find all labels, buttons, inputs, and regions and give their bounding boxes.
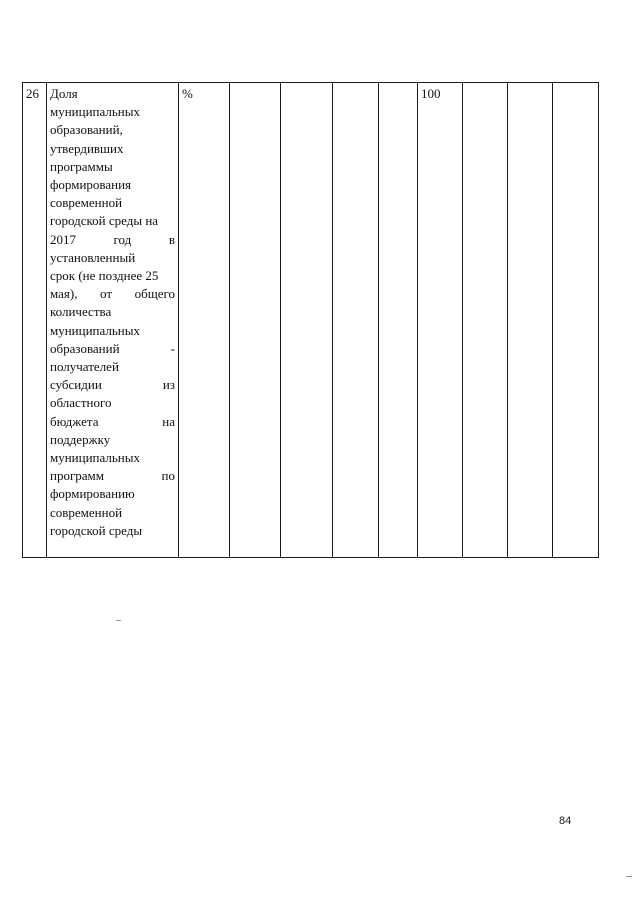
indicator-word: - xyxy=(170,340,175,356)
indicator-line xyxy=(50,212,175,230)
indicator-line xyxy=(50,504,175,522)
indicator-word: областного xyxy=(50,395,112,411)
indicator-line xyxy=(50,431,175,449)
value-cell-6 xyxy=(463,83,508,558)
scan-speck xyxy=(116,620,121,621)
indicator-line xyxy=(50,394,175,412)
indicator-word: поддержку xyxy=(50,431,111,447)
indicator-line xyxy=(50,522,175,540)
value-cell-7 xyxy=(508,83,553,558)
indicator-word: Доля xyxy=(50,86,78,101)
indicator-word: муниципальных xyxy=(50,322,141,338)
indicator-word: в xyxy=(168,231,175,247)
row-number-cell xyxy=(23,83,47,558)
unit-cell xyxy=(179,83,230,558)
indicator-word: общего xyxy=(134,286,175,302)
indicator-word: от xyxy=(100,286,113,302)
indicator-word: формированию xyxy=(50,486,135,502)
indicator-line xyxy=(50,194,175,212)
value-cell-1 xyxy=(230,83,281,558)
indicator-word: городской среды на xyxy=(50,213,159,229)
indicator-word: получателей xyxy=(50,359,119,375)
indicator-word: 2017 xyxy=(50,231,76,247)
indicator-word: программы xyxy=(50,158,113,174)
table-row xyxy=(23,83,599,558)
indicator-word: образований xyxy=(50,340,120,356)
indicator-word: утвердивших xyxy=(50,140,124,156)
indicator-word: из xyxy=(162,377,175,393)
value-cell-5 xyxy=(418,83,463,558)
indicator-word: мая), xyxy=(50,286,78,302)
indicator-word: муниципальных xyxy=(50,104,141,120)
indicator-line xyxy=(50,121,175,139)
indicator-line xyxy=(50,303,175,321)
indicator-word: образований, xyxy=(50,122,123,138)
indicator-word: муниципальных xyxy=(50,450,141,466)
indicator-line xyxy=(50,267,175,285)
indicator-line xyxy=(50,158,175,176)
indicator-line xyxy=(50,231,175,249)
row-number: 26 xyxy=(26,86,39,101)
value-cell-8 xyxy=(553,83,599,558)
indicator-word: по xyxy=(161,468,175,484)
value-text: 100 xyxy=(421,86,441,101)
indicator-line xyxy=(50,358,175,376)
indicator-name-cell xyxy=(47,83,179,558)
indicator-line xyxy=(50,340,175,358)
indicator-line xyxy=(50,376,175,394)
indicator-word: субсидии xyxy=(50,377,102,393)
value-cell-2 xyxy=(281,83,333,558)
value-cell-4 xyxy=(379,83,418,558)
indicator-word: на xyxy=(162,413,175,429)
indicator-line xyxy=(50,103,175,121)
indicator-name xyxy=(50,85,175,540)
indicator-word: программ xyxy=(50,468,105,484)
indicator-line xyxy=(50,176,175,194)
indicator-word: срок (не позднее 25 xyxy=(50,268,159,284)
indicator-line xyxy=(50,285,175,303)
indicator-line xyxy=(50,485,175,503)
indicator-word: современной xyxy=(50,504,123,520)
indicator-word: установленный xyxy=(50,249,136,265)
indicators-table xyxy=(22,82,599,558)
indicator-line xyxy=(50,449,175,467)
page-number: 84 xyxy=(559,815,572,827)
indicator-word: городской среды xyxy=(50,522,143,538)
indicator-line xyxy=(50,249,175,267)
indicator-word: год xyxy=(113,231,132,247)
indicator-line xyxy=(50,413,175,431)
indicator-word: современной xyxy=(50,195,123,211)
indicator-line xyxy=(50,85,175,103)
value-cell-3 xyxy=(333,83,379,558)
indicator-line xyxy=(50,322,175,340)
indicator-word: формирования xyxy=(50,177,132,193)
unit-value: % xyxy=(182,86,193,101)
indicator-word: количества xyxy=(50,304,112,320)
indicator-word: бюджета xyxy=(50,413,99,429)
scan-speck xyxy=(626,876,632,877)
indicator-line xyxy=(50,467,175,485)
indicator-line xyxy=(50,140,175,158)
